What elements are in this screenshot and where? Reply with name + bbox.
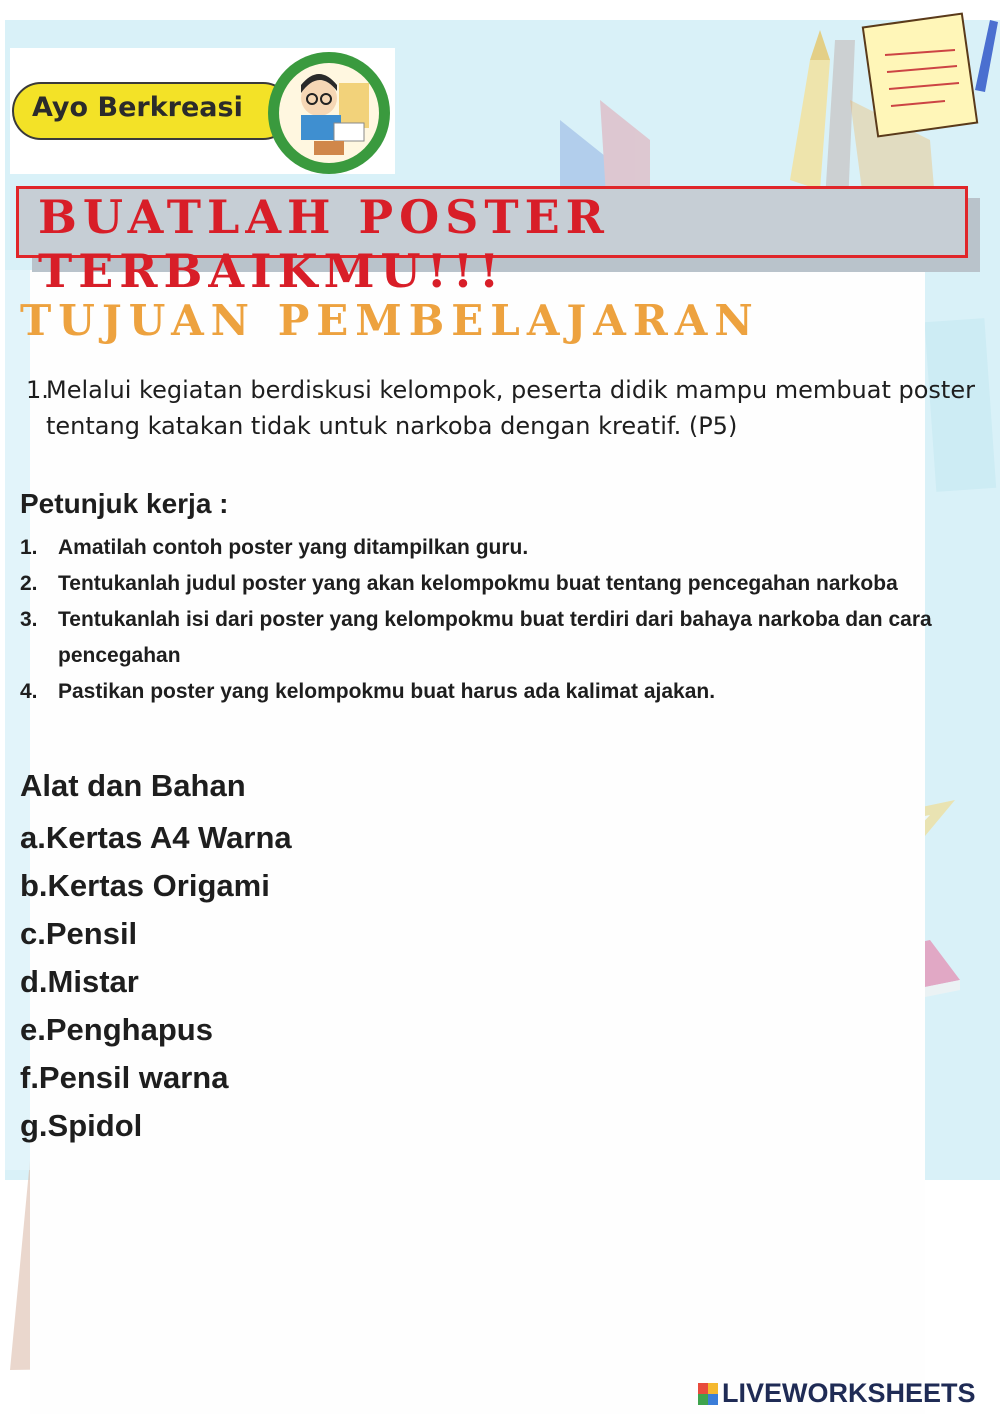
notepad-icon xyxy=(863,14,977,137)
objective-item xyxy=(26,372,986,444)
liveworksheets-brand[interactable] xyxy=(698,1378,976,1409)
step-text: Amatilah contoh poster yang ditampilkan guru. xyxy=(58,536,529,559)
badge-label: Ayo Berkreasi xyxy=(32,92,243,123)
instruction-step xyxy=(20,674,980,710)
instructions-heading: Petunjuk kerja : xyxy=(20,488,229,519)
materials-heading: Alat dan Bahan xyxy=(20,768,246,803)
material-item: g.Spidol xyxy=(20,1108,143,1143)
material-item: a.Kertas A4 Warna xyxy=(20,820,292,855)
liveworksheets-logo-icon xyxy=(698,1383,718,1405)
boy-with-glasses-illustration xyxy=(279,63,379,163)
pencil-icon xyxy=(790,30,855,205)
instruction-step xyxy=(20,602,980,674)
objectives-heading: TUJUAN PEMBELAJARAN xyxy=(20,296,760,345)
materials-list xyxy=(20,814,292,1150)
step-number: 1. xyxy=(20,536,38,559)
step-text: Pastikan poster yang kelompokmu buat harus ada kalimat ajakan. xyxy=(58,680,716,703)
page-title: BUATLAH POSTER TERBAIKMU!!! xyxy=(38,190,610,298)
step-text: Tentukanlah isi dari poster yang kelompokmu buat terdiri dari bahaya narkoba dan cara pencegahan xyxy=(58,608,932,667)
step-number: 4. xyxy=(20,680,38,703)
step-text: Tentukanlah judul poster yang akan kelompokmu buat tentang pencegahan narkoba xyxy=(58,572,898,595)
brand-name: LIVEWORKSHEETS xyxy=(722,1378,976,1408)
objective-number: 1. xyxy=(26,376,49,404)
pen-icon xyxy=(975,20,998,92)
step-number: 3. xyxy=(20,608,38,631)
instructions-list xyxy=(20,530,980,710)
material-item: c.Pensil xyxy=(20,916,138,951)
material-item: d.Mistar xyxy=(20,964,139,999)
step-number: 2. xyxy=(20,572,38,595)
material-item: b.Kertas Origami xyxy=(20,868,270,903)
instruction-step xyxy=(20,566,980,602)
instruction-step xyxy=(20,530,980,566)
objective-text: Melalui kegiatan berdiskusi kelompok, peserta didik mampu membuat poster tentang katakan tidak untuk narkoba dengan kreatif. (P5) xyxy=(46,376,975,440)
material-item: e.Penghapus xyxy=(20,1012,213,1047)
material-item: f.Pensil warna xyxy=(20,1060,229,1095)
